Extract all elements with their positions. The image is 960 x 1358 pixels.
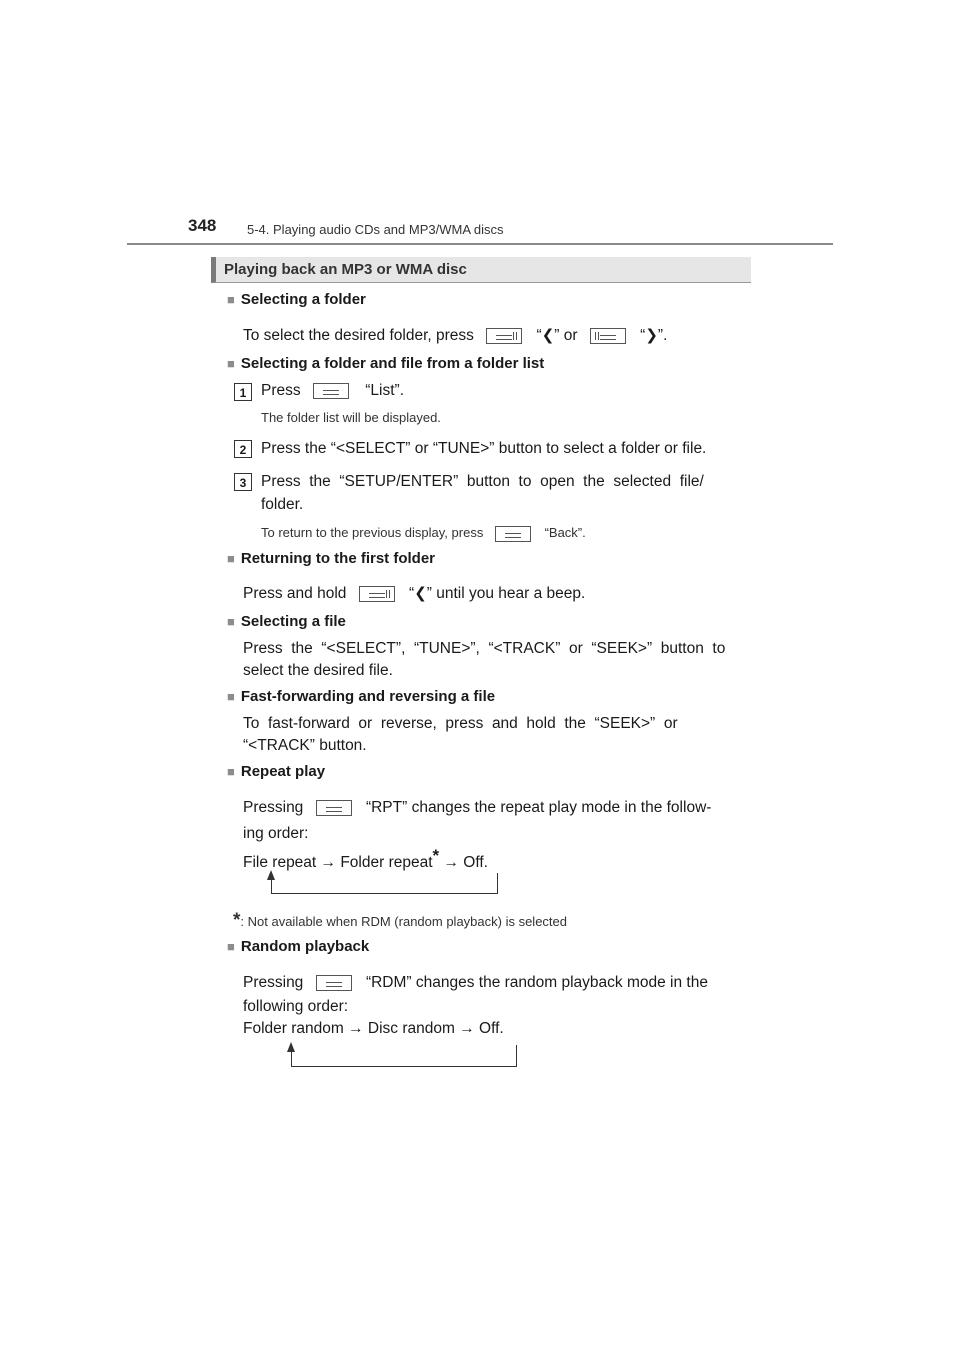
repeat-line2: ing order: — [243, 825, 309, 842]
quote: “ — [640, 327, 646, 344]
select-folder-or: ” or — [554, 327, 578, 344]
repeat-seq-end: → Off. — [439, 854, 488, 872]
select-file-line2: select the desired file. — [243, 662, 393, 679]
step-1-post: “List”. — [365, 382, 404, 399]
heading-folder-list: ■ Selecting a folder and file from a folder list — [227, 355, 544, 372]
random-text — [243, 972, 708, 994]
step-1-pre: Press — [261, 382, 301, 399]
note-back-pre: To return to the previous display, press — [261, 525, 484, 540]
heading-ff-rev: ■ Fast-forwarding and reversing a file — [227, 688, 495, 705]
step-number-1: 1 — [234, 383, 252, 401]
select-file-line1: Press the “<SELECT”, “TUNE>”, “<TRACK” or “SEEK>” button to — [243, 640, 726, 657]
select-folder-text-a: To select the desired folder, press — [243, 327, 474, 344]
heading-selecting-folder: ■ Selecting a folder — [227, 291, 366, 308]
heading-random: ■ Random playback — [227, 938, 369, 955]
chevron-left-icon: ❮ — [541, 327, 555, 344]
repeat-loop-arrow — [271, 873, 498, 894]
first-folder-pre: Press and hold — [243, 585, 347, 602]
note-back — [261, 525, 586, 542]
first-folder-post: ” until you hear a beep. — [426, 585, 586, 602]
repeat-text — [243, 797, 711, 819]
rdm-button-icon — [316, 975, 352, 991]
chevron-left-icon: ❮ — [414, 585, 427, 602]
rpt-button-icon — [316, 800, 352, 816]
ff-rev-line2: “<TRACK” button. — [243, 737, 367, 754]
random-loop-arrow — [291, 1045, 517, 1067]
first-folder-text — [243, 583, 585, 605]
repeat-asterisk: * — [432, 846, 440, 865]
select-folder-text — [243, 325, 667, 347]
quote: “ — [409, 585, 415, 602]
random-sequence: Folder random → Disc random → Off. — [243, 1020, 504, 1037]
ff-rev-line1: To fast-forward or reverse, press and hold the “SEEK>” or — [243, 715, 678, 732]
chevron-right-icon: ❯ — [645, 327, 658, 344]
folder-up-button-icon — [590, 328, 626, 344]
chapter-title: 5-4. Playing audio CDs and MP3/WMA discs — [247, 222, 504, 237]
footnote-asterisk: * — [233, 910, 241, 931]
header-divider — [127, 243, 833, 245]
footnote-text: : Not available when RDM (random playback) is selected — [240, 914, 567, 929]
note-folder-list: The folder list will be displayed. — [261, 410, 441, 425]
step-3-line2: folder. — [261, 496, 304, 513]
step-number-3: 3 — [234, 473, 252, 491]
folder-down-button-icon — [486, 328, 522, 344]
heading-repeat: ■ Repeat play — [227, 763, 325, 780]
step-2-text: Press the “<SELECT” or “TUNE>” button to select a folder or file. — [261, 440, 707, 457]
repeat-footnote — [233, 910, 567, 932]
section-title: Playing back an MP3 or WMA disc — [224, 261, 467, 278]
random-pre: Pressing — [243, 974, 304, 991]
folder-down-button-icon — [359, 586, 395, 602]
step-3-line1: Press the “SETUP/ENTER” button to open the selected file/ — [261, 473, 704, 490]
step-number-2: 2 — [234, 440, 252, 458]
repeat-post: “RPT” changes the repeat play mode in the follow- — [365, 799, 712, 816]
step-1-text — [261, 380, 404, 402]
random-post: “RDM” changes the random playback mode in the — [365, 974, 708, 991]
heading-first-folder: ■ Returning to the first folder — [227, 550, 435, 567]
page-number: 348 — [188, 216, 217, 235]
random-line2: following order: — [243, 998, 349, 1015]
note-back-post: “Back”. — [544, 525, 586, 540]
arrow-up-icon — [287, 1042, 295, 1052]
back-button-icon — [495, 526, 531, 542]
repeat-sequence — [243, 845, 488, 874]
repeat-seq: File repeat → Folder repeat — [243, 854, 433, 872]
list-button-icon — [313, 383, 349, 399]
select-folder-end: ”. — [657, 327, 668, 344]
quote: “ — [536, 327, 542, 344]
repeat-pre: Pressing — [243, 799, 304, 816]
arrow-up-icon — [267, 870, 275, 880]
heading-selecting-file: ■ Selecting a file — [227, 613, 346, 630]
